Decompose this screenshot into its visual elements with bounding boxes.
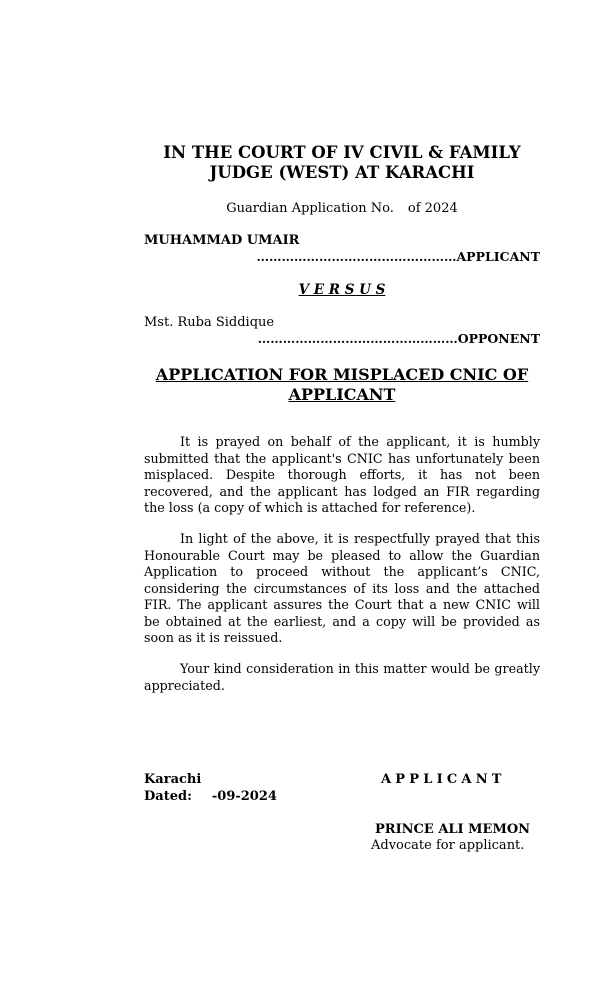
opponent-name: Mst. Ruba Siddique xyxy=(144,315,275,330)
body-paragraph-3: Your kind consideration in this matter would be greatly appreciated. xyxy=(144,661,540,693)
dated-label: Dated: xyxy=(144,789,192,804)
application-year: of 2024 xyxy=(407,201,458,216)
court-title xyxy=(144,143,540,183)
application-number xyxy=(144,201,540,216)
applicant-designation: …………………………………………APPLICANT xyxy=(256,249,540,264)
advocate-role: Advocate for applicant. xyxy=(371,838,525,853)
body-paragraph-1: It is prayed on behalf of the applicant, it is humbly submitted that the applicant's CNIC has unfortunately been misplaced. Despite thorough efforts, it has not been recovered, and the applicant has lodged an FIR regarding the loss (a copy of which is attached for reference). xyxy=(144,434,540,515)
subject-line1: APPLICATION FOR MISPLACED CNIC OF xyxy=(155,365,529,384)
applicant-signature-label: APPLICANT xyxy=(381,772,506,787)
subject-line2: APPLICANT xyxy=(288,385,396,404)
versus-heading: V E R S U S xyxy=(298,282,386,298)
place: Karachi xyxy=(144,772,202,787)
applicant-name: MUHAMMAD UMAIR xyxy=(144,233,300,248)
application-number-label: Guardian Application No. xyxy=(226,201,394,216)
date-line xyxy=(144,789,277,804)
court-title-line2: JUDGE (WEST) AT KARACHI xyxy=(209,163,475,182)
body-paragraph-2: In light of the above, it is respectfully prayed that this Honourable Court may be pleased to allow the Guardian Application to proceed without the applicant’s CNIC, considering the circumstances of its loss and the attached FIR. The applicant assures the Court that a new CNIC will be obtained at the earliest, and a copy will be provided as soon as it is reissued. xyxy=(144,531,540,645)
dated-value: -09-2024 xyxy=(211,789,277,804)
opponent-designation: …………………………………………OPPONENT xyxy=(257,331,540,346)
application-body xyxy=(144,434,540,709)
application-subject xyxy=(144,365,540,405)
advocate-name: PRINCE ALI MEMON xyxy=(375,822,531,837)
court-title-line1: IN THE COURT OF IV CIVIL & FAMILY xyxy=(163,143,521,162)
